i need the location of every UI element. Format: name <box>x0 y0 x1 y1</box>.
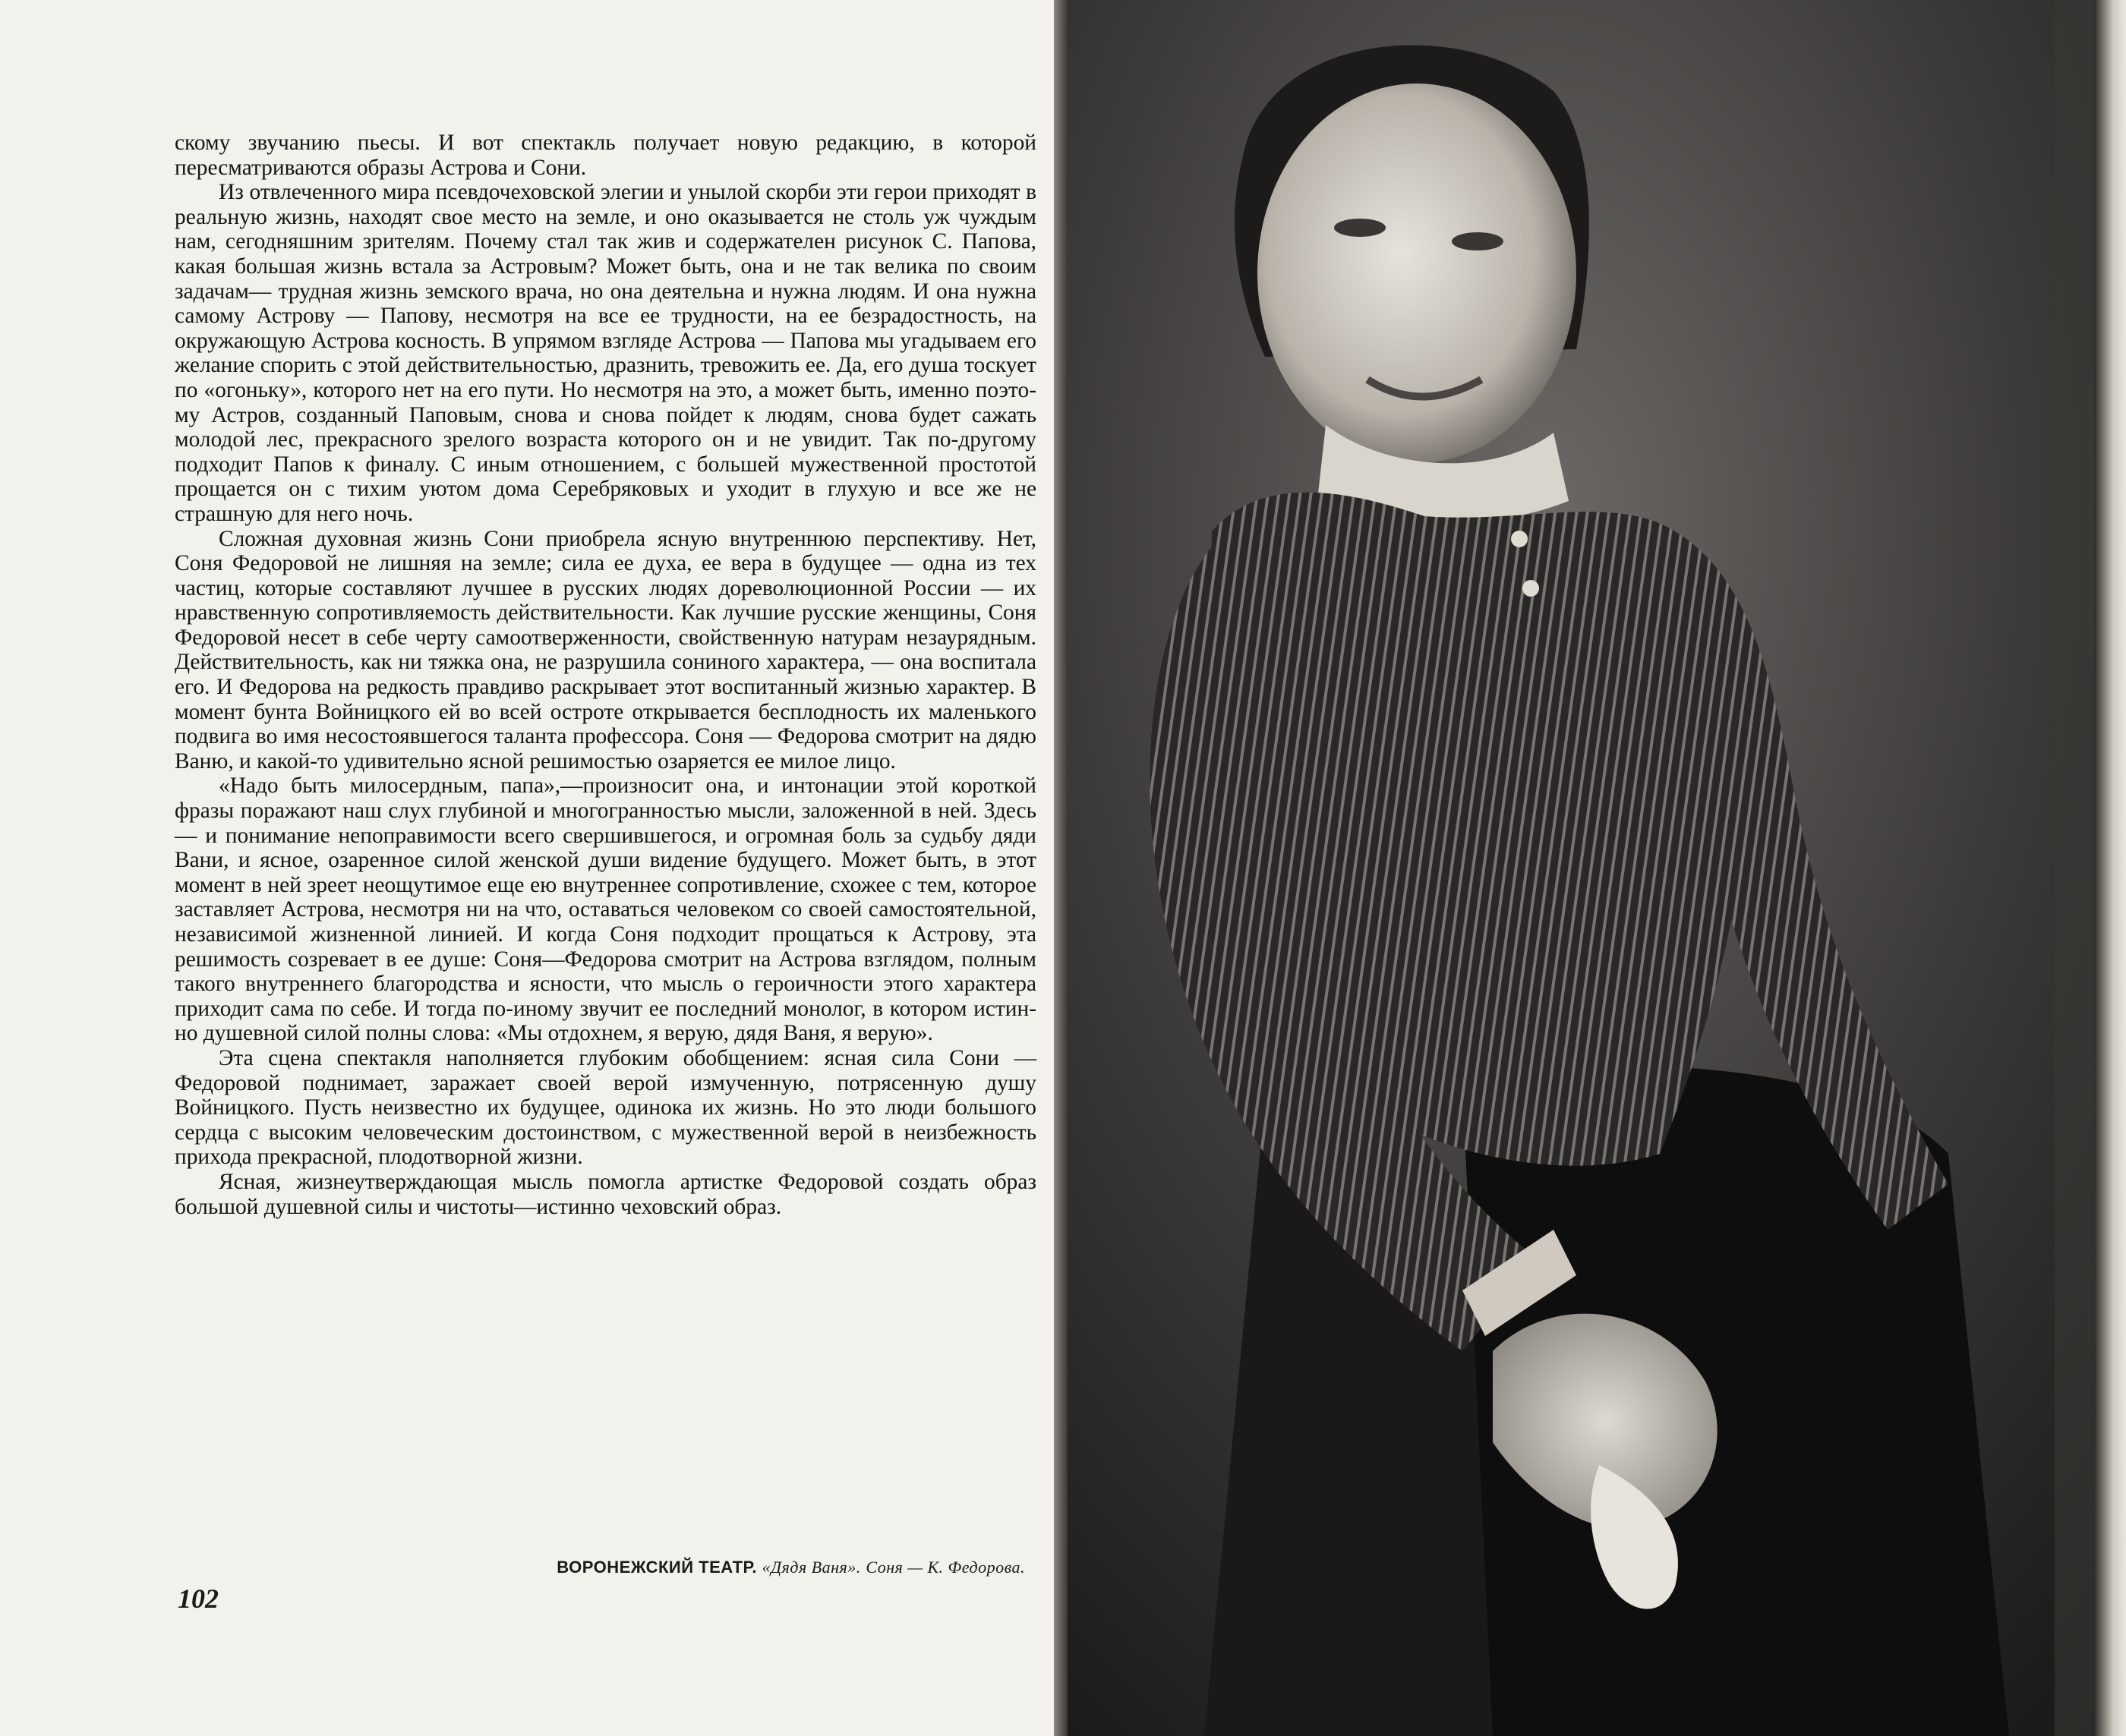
paragraph-5: Эта сцена спектакля наполняется глубоким обобщением: ясная сила Сони — Федоровой поднимает, заражает своей верой измученную, потрясенную душу Войницкого. Пусть неизвестно их будущее, одинока их жизнь. Но это люди большого сердца с высоким человеческим достоинством, с мужественной верой в неизбежность прихода прекрасной, плодотворной жизни. <box>175 1045 1036 1170</box>
caption-role: Соня — К. Федорова. <box>866 1558 1025 1577</box>
right-page <box>1068 0 2126 1736</box>
portrait-photo <box>1068 0 2126 1736</box>
page-number: 102 <box>178 1583 219 1614</box>
caption-theatre: ВОРОНЕЖСКИЙ ТЕАТР. <box>557 1558 757 1577</box>
face-shape <box>1257 83 1576 463</box>
left-page <box>0 0 1054 1736</box>
paragraph-2: Из отвлеченного мира псевдочеховской элегии и унылой скорби эти герои приходят в реальную жизнь, находят свое место на земле, и оно оказывается не столь уж чуждым нам, сегодняшним зрителям. Почему стал так жив и содержателен рисунок С. Папова, какая большая жизнь встала за Астровым? Может быть, она и не так велика по своим задачам— трудная жизнь земского врача, но она деятельна и нужна людям. И она нужна самому Астрову — Папову, несмотря на все ее трудности, на ее безрадостность, на окружающую Астрова косность. В упрямом взгляде Астрова — Папова мы угадываем его желание спорить с этой действительностью, дразнить, тревожить ее. Да, его душа тоскует по «огоньку», которого нет на его пути. Но несмотря на это, а может быть, именно поэтому Астров, созданный Паповым, снова и снова пойдет к людям, снова будет сажать молодой лес, прекрасного зрелого возраста которого он и не увидит. Так по-другому подходит Папов к финалу. С иным отношeнием, с большей мужественной простотой прощается он с тихим уютом дома Серебряковых и уходит в глухую и все же не страшную для него ночь. <box>175 180 1036 526</box>
paragraph-4: «Надо быть милосердным, папа»,—произносит она, и интонации этой короткой фразы поражают наш слух глубиной и многогранностью мысли, заложенной в ней. Здесь — и понимание непоправимости всего свершившегося, и огромная боль за судьбу дяди Вани, и ясное, озаренное силой женской души видение будущего. Может быть, в этот момент в ней зреет неощутимое еще ею внутреннее сопротивление, схожее с тем, которое заставляет Астрова, несмотря ни на что, оставаться человеком со своей самостоятельной, независимой жизненной линией. И когда Соня подходит прощаться к Астрову, эта решимость созревает в ее душе: Соня—Федорова смотрит на Астрова взглядом, полным такого внутреннего благородства и ясности, что мысль о героичности этого характера приходит сама по себе. И тогда по-иному звучит ее последний монолог, в котором истинно душевной силой полны слова: «Мы отдохнем, я верую, дядя Ваня, я верую». <box>175 773 1036 1046</box>
article-text <box>175 131 1036 1219</box>
paragraph-1: скому звучанию пьесы. И вот спектакль получает новую редакцию, в которой пересматриваются образы Астрова и Сони. <box>175 131 1036 180</box>
caption-play: «Дядя Ваня». <box>762 1558 861 1577</box>
photo-caption <box>478 1558 1025 1577</box>
paragraph-6: Ясная, жизнеутверждающая мысль помогла артистке Федоровой создать образ большой душевной силы и чистоты—истинно чеховский образ. <box>175 1169 1036 1219</box>
page-edge <box>2094 0 2126 1736</box>
paragraph-3: Сложная духовная жизнь Сони приобрела ясную внутреннюю перспективу. Нет, Соня Федоровой не лишняя на земле; сила ее духа, ее вера в будущее — одна из тех частиц, которые составляют лучшее в русских людях дореволюционной России — их нравственную сопротивляемость действительности. Как лучшие русские женщины, Соня Федоровой несет в себе черту самоотверженности, свойственную натурам незаурядным. Действительность, как ни тяжка она, не разрушила сониного характера, — она воспитала его. И Федорова на редкость правдиво раскрывает этот воспитанный жизнью характер. В момент бунта Войницкого ей во всей остроте открывается бесплодность их маленького подвига во имя несостоявшегося таланта профессора. Соня — Федорова смотрит на дядю Ваню, и какой-то удивительно ясной решимостью озаряется ее милое лицо. <box>175 526 1036 773</box>
book-gutter <box>1054 0 1068 1736</box>
